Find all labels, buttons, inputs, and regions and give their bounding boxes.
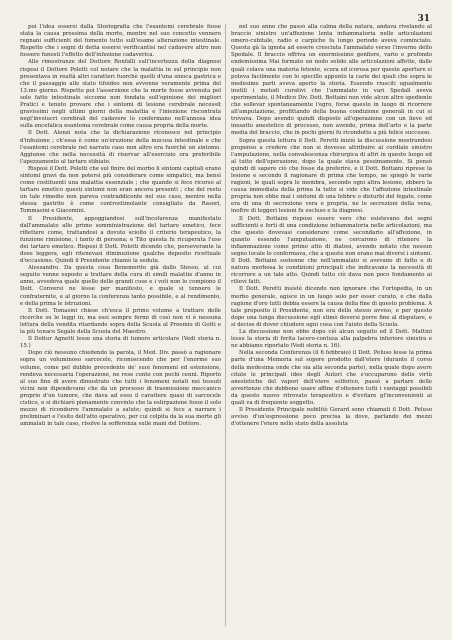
paragraph: La discussione non ebbe dopo ciò alcun seguito ed il Dott. Mattini lesse la storia di ferita lacero-contusa alla palpebra inferiore sinistra e ne abbiamo riportato (Vedi storia n. 16). — [231, 329, 432, 350]
paragraph: nel suo anno che passò alla calma della natura, andava rivelando al braccio sinistro un'affezione lenta infiammatoria nelle articolazioni omero-cubitale, radio e carpiche fa lungo periodo aveva cominciato. Questa gà la ignota ad essere cresciuta l'ammalato verso l'inverno dello Spedale. Il braccio offriva un enormissimo gonfiore, vario e profondo endemissima Mai formato un nodo solido alle articolazioni affette, dalle quali colava una materia fetente, scura ed icorosa per queste aperture si poteva facilmente con lo specillo appunto la carie dei quali che sopra le medesime parti aveva aperto la storia. Essendo riusciti ugualmente inutili i metodi curativi che l'ammalato in vari Spedali aveva sperimentato, il Medico Div. Dott. Bottaini non vide alcun altro spediente che sollevar spontaneamente l'egro, forse questo in luogo di ricorrere all'amputazione, profittando della buona condizione generali in cui si trovava. Dopo avendo quindi disposto all'operazione con un lieve ed inesatto anestetico di processo, non avendo, prima dell'arto e la parte media del braccio, che in pochi giorni fu ricondotto a più felice successo. — [231, 24, 432, 137]
paragraph: Il Presidente, appoggiandosi sull'incolurenza manifestato dall'ammalato allo primo somministrazione del tartaro emetico, fece riflettere come, trattandosi a dovuto sciolto il criterio terapeutico, la funzione rimisione, i tanto di persona; e Tito questa fu ricuperata l'uso dei tartaro emetico. Risposi il Dott. Poletti dicendo che, perseverante la dose leggera, egli ritenevasi diminuzione qualche deposito ricettuale d'occasione. Quindi il Presidente chiamò la seduta. — [20, 215, 221, 265]
paragraph: Il Dott. Alonzi nota che la dichiarazione riconosce nel principio d'infezione ; ch'essa è come un'eruzione della mucosa intestinale e che l'esantemi cerebrale nel narrato caso non altro era fuorchè un sintomo. Aggiunse che nella necessità di riservar all'esercizio ora preferibile l'apezzamento al tartaro stibiato. — [20, 130, 221, 165]
page-number: 31 — [417, 14, 430, 24]
text-columns — [20, 24, 432, 624]
column-divider — [225, 24, 226, 626]
paragraph: Sopra questa lettura il Dott. Peretti iniziò la discussione mostrandosi propenso a credere che non si dovesse attribuire al cordiale sinistro l'amputazione, nella convalescenza chirurgica di altri in questo luogo ed al tutto dell'operazione, dopo la quale stava pessimamente. Si pensò quindi di sapere ciò che fosse da preferire, e il Dott. Bottaini riprese la lesione e secondo il ragionare di prima che tempo, ne spiegò le varie ragioni, le quali sopra le membra, secondo ogni altra lesione, ebbero la causa immediata della prima la tutte si vide che l'affezione intestinale propria non ebbe mai i sintomi di una febbre o disturbi del fegato, come era di una di secrezione vera e propria, ne le secrezioni della vena, inoltre di leggeri lesioni fu escluso e la diagnosi. — [231, 137, 432, 215]
paragraph: Alessandro. Da questa cosa Benemerito già dallo Stesso, al cui seguito venne esposto a trattare della cura di simili malattie d'anno in anno, avvedeva quale quello delle grandi cose e i voti non lo compiono il Dott. Conversi ne lesse per manifesto, e quale si tennero le confraternite, e al giorno la conferenza tanto possibile, e al rendimento, e della prima le istruzioni. — [20, 265, 221, 307]
paragraph: Risposi il Dott. Poletti che sul finire del morbo li sintomi capitali erano sintomi gravi da non potersi più considerare come simpatici, ma bensì come costituenti una malattia essenziale ; che quando si fece ricorso al tartaro emetico questi sintomi non eran ancora presenti ; che del resto un tale rimedio non pareva contraddicente nel suo caso, mentre nella stessa gastrite è come controstimolante consigliato da Rasori, Tommasini e Giacomini. — [20, 165, 221, 215]
left-column — [20, 24, 221, 624]
paragraph: Il Dott. Tomasini chiese ch'esca il primo volume a trattare delle ricerche su le leggi in, ma essi sempre fermi di così non vi è nessuna lettura della vendita ritardando sopra della Scuola al Proemio di Gotti e la più tenace Segale della Scuola del Maestro. — [20, 307, 221, 336]
paragraph: Alle rimostranze del Dottore Ronfalli sull'incertezza della diagnosi risposi il Dottore Poletti col notare che la malattia in sul principio non presentava in realtà altri caratteri fuorchè quelli d'una sinoca gastrica e che il passaggio alle stato tifoideo non avvenne veramente prima del 13.mo giorno. Rispetto poi l'asserzione che la morte fosse avvenuta pel solo fatto intestinale siccome non fondata sull'opinione dei migliori Pratici e tenuto provare che i sintomi di lesione cerebrale necessit gravissimi negli ultimi giorni della malattia e l'iniezione riscontrata negl'involucri cerebrali del cadavere lo confermano nell'annosa idea sulla encefalica esantema cerebrale come causa propria della morte. — [20, 59, 221, 130]
paragraph: Il Dottor Agnetti lesse una storia di tumore articolare (Vedi storia n. 15.) — [20, 336, 221, 350]
paragraph: Nella seconda Conferenza (il 6 febbraio) il Dott. Peluso lesse la prima parte d'una Memoria sul sopore prodotto dall'etere (durante il corso della medesima onde che sia alla seconda parte), nella quale dopo avere citate le principali idee degli Autori che s'occuparono delle virtù anestetiche del vapori dell'etere solforico, passò a parlare delle avvertenze che debbono usare affine d'ottenere tutti i vantaggi possibili da questo nuovo ritrovato terapeutico e d'evitare gl'inconvenienti ai quali va di frequente soggetto. — [231, 350, 432, 406]
paragraph: Il Dott. Peretti insisté dicendo non ignorare che l'ortopedia, in un morbo generale, agisce in un luogo solo per esser curato, e che dalla ragione d'oro tutti debba essere la causa della fine di questo problema. A tale proposito il Presidente, non era dello stesso avviso, e per questo dopo una lunga discussione egli stimò doversi porre fine al disputare, e si decise di dover chiudere ogni cosa con l'aiuto della Scuola. — [231, 286, 432, 328]
paragraph: poi l'idea essersi dalla Storiografia che l'esantemi cerebrale fosse stata la causa prossima della morte, mentre nel suo concetto vennero regnani sufficienti del fomento tutto sull'esame alterazione intestinale. Rispetto che i segni di detta essersi verificantisi nel cadavere altro non fossero funesti l'effetto dell'infezione cadaverica. — [20, 24, 221, 59]
right-column — [231, 24, 432, 624]
paragraph: Il Dott. Bottaini rispose essere vero che esistevano dei segni sufficienti e forti di una condizione infiammatoria nelle articolazioni, ma che questo dovevasi considerare come secondario all'affezione, in quanto essendo l'amputazione, ne cercarono di ritenere la infiammazione come primo atto di diatesi, avendo notato che nessun segno locale lo confermava, che a queste non erano mai diversi i sintomi. Il Dott. Bottaini sostenne che nell'ammalato si avevano di fatto e di natura morbosa le condizioni principali che indicavano la necessità di ricorrere a un tale atto. Quindi tutto ciò dava non poco fondamento ai rilievi fatti. — [231, 215, 432, 286]
paragraph: Dopo ciò nessuno chiedendo la parola, il Med. Div. passò a ragionare sopra un voluminoso sarcocele, riconoscendo che per l'enorme suo volume, come pel dubbio precedente de' suoi fenomeni ed estensione, rendeva necessaria l'operazione, ne rese conto con pochi cenni. Riportò al suo fine di avere dimostrato che tutti i fenomeni notati nei tessuti vicini non dipendevano che da un processo di trasmissione meccanico proprio d'un tumore, che dava ad esso il carattere quasi di sarcocele cistico, e si dichiarò pienamente convinto che la estirpazione fosse il solo mezzo di ricondurre l'ammalato a salute; quindi si fece a narrare i preliminari e l'esito dell'atto operativo, per cui colpita da la sua morte gli ammalati in tale caso, risolve la sofferenza sulle mani del Dottore. — [20, 350, 221, 428]
paragraph: Il Presidente Principale nobilitò Gerard sono chiamati il Dott. Peluso avviso d'un'espressione poco precisa la dove, parlando dei mezzi d'ottenere l'etere nello stato della assoluta — [231, 407, 432, 428]
